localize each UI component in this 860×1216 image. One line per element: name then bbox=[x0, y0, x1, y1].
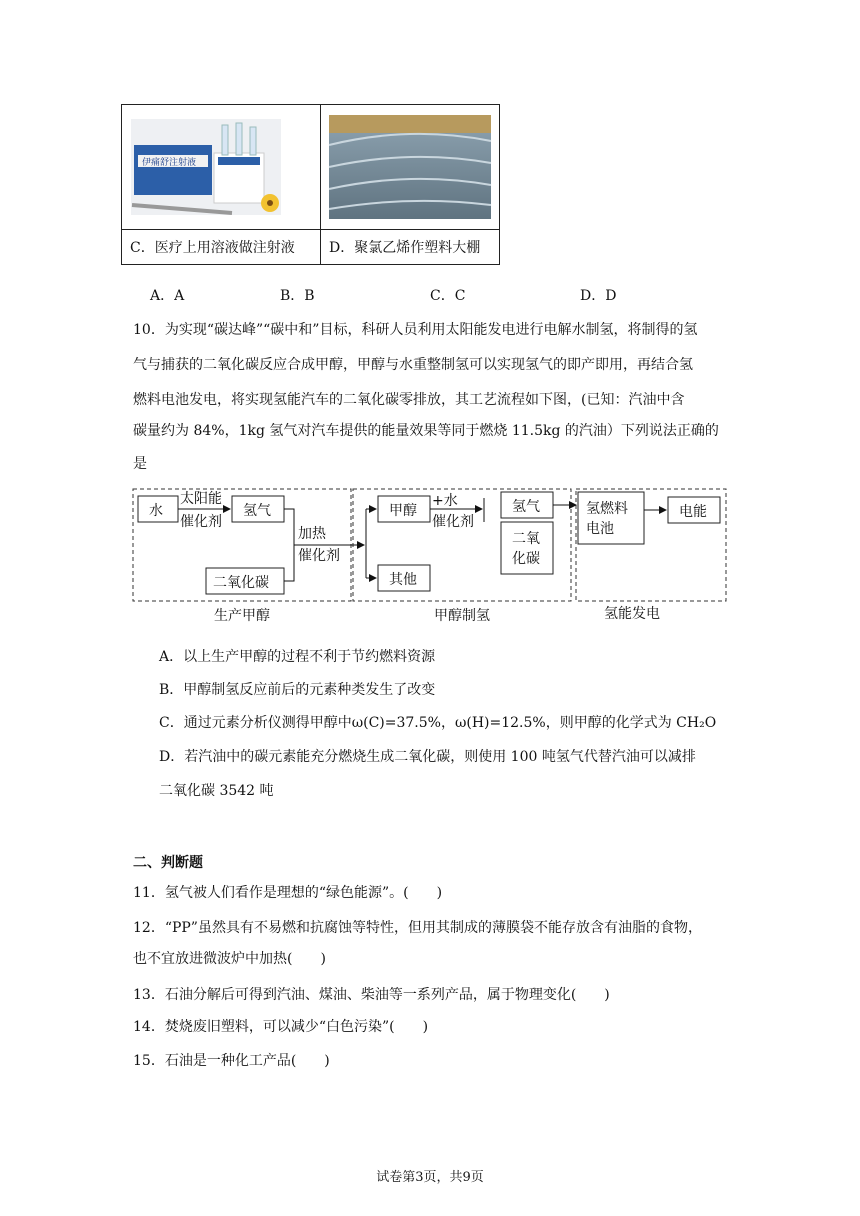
label-plus-water: +水 bbox=[432, 493, 458, 509]
merge-line bbox=[284, 509, 294, 581]
judgment-item: 11．氢气被人们看作是理想的“绿色能源”。( ) bbox=[133, 885, 443, 901]
judgment-item: 13．石油分解后可得到汽油、煤油、柴油等一系列产品，属于物理变化( ) bbox=[133, 987, 610, 1003]
q9-choice-d[interactable]: D．D bbox=[580, 288, 617, 304]
q10-stem-line: 10．为实现“碳达峰”“碳中和”目标，科研人员利用太阳能发电进行电解水制氢，将制得的氢 bbox=[133, 322, 698, 338]
q10-stem-line: 燃料电池发电，将实现氢能汽车的二氧化碳零排放，其工艺流程如下图，(已知：汽油中含 bbox=[133, 392, 685, 408]
label-catalyst-1: 催化剂 bbox=[180, 514, 222, 530]
q10-stem-line: 气与捕获的二氧化碳反应合成甲醇，甲醇与水重整制氢可以实现氢气的即产即用，再结合氢 bbox=[133, 357, 693, 373]
box-label: 伊痛舒注射液 bbox=[142, 158, 197, 168]
label-heat: 加热 bbox=[298, 526, 326, 542]
node-co2-label: 二氧化碳 bbox=[213, 575, 269, 591]
node-fuel-cell-label-a: 氢燃料 bbox=[586, 501, 628, 517]
option-table bbox=[121, 104, 500, 265]
label-catalyst-3: 催化剂 bbox=[432, 514, 474, 530]
q10-option-a[interactable]: A．以上生产甲醇的过程不利于节约燃料资源 bbox=[159, 649, 436, 665]
label-solar: 太阳能 bbox=[180, 491, 222, 507]
node-hydrogen-label: 氢气 bbox=[243, 503, 271, 519]
node-methanol-label: 甲醇 bbox=[389, 503, 417, 519]
node-fuel-cell-label-b: 电池 bbox=[586, 521, 614, 537]
node-other-label: 其他 bbox=[389, 572, 417, 588]
process-flow-diagram bbox=[130, 486, 730, 626]
injection-box-image bbox=[122, 105, 320, 225]
q10-stem-line: 是 bbox=[133, 456, 147, 472]
stage-caption-1: 生产甲醇 bbox=[214, 608, 270, 624]
q10-option-c[interactable]: C．通过元素分析仪测得甲醇中ω(C)=37.5%，ω(H)=12.5%，则甲醇的化学式为 CH₂O bbox=[159, 715, 717, 731]
q10-stem-line: 碳量约为 84%，1kg 氢气对汽车提供的能量效果等同于燃烧 11.5kg 的汽油）下列说法正确的 bbox=[133, 423, 719, 439]
label-catalyst-2: 催化剂 bbox=[298, 548, 340, 564]
node-water-label: 水 bbox=[149, 503, 163, 519]
caption-d: D．聚氯乙烯作塑料大棚 bbox=[321, 230, 500, 265]
judgment-item-continued: 也不宜放进微波炉中加热( ) bbox=[133, 951, 326, 967]
q9-choice-b[interactable]: B．B bbox=[280, 288, 315, 304]
judgment-item: 14．焚烧废旧塑料，可以减少“白色污染”( ) bbox=[133, 1019, 429, 1035]
page-footer: 试卷第3页，共9页 bbox=[376, 1170, 484, 1185]
section-title: 二、判断题 bbox=[133, 855, 203, 871]
q10-option-d[interactable]: D．若汽油中的碳元素能充分燃烧生成二氧化碳，则使用 100 吨氢气代替汽油可以减排 bbox=[159, 749, 696, 765]
judgment-item: 15．石油是一种化工产品( ) bbox=[133, 1053, 330, 1069]
node-co2-2-label-b: 化碳 bbox=[512, 551, 540, 567]
stage-caption-2: 甲醇制氢 bbox=[434, 608, 490, 624]
q10-option-d-continued: 二氧化碳 3542 吨 bbox=[159, 783, 274, 799]
node-co2-2-label-a: 二氧 bbox=[512, 531, 540, 547]
caption-c: C．医疗上用溶液做注射液 bbox=[122, 230, 321, 265]
node-hydrogen-2-label: 氢气 bbox=[512, 499, 540, 515]
judgment-item: 12．“PP”虽然具有不易燃和抗腐蚀等特性，但用其制成的薄膜袋不能存放含有油脂的食物， bbox=[133, 920, 702, 936]
q9-choice-a[interactable]: A．A bbox=[150, 288, 185, 304]
image-cell-d bbox=[321, 105, 500, 230]
node-electric-label: 电能 bbox=[679, 504, 707, 520]
greenhouse-image bbox=[321, 105, 499, 225]
stage-caption-3: 氢能发电 bbox=[604, 606, 660, 622]
q10-option-b[interactable]: B．甲醇制氢反应前后的元素种类发生了改变 bbox=[159, 682, 436, 698]
q9-choice-c[interactable]: C．C bbox=[430, 288, 466, 304]
image-cell-c bbox=[122, 105, 321, 230]
